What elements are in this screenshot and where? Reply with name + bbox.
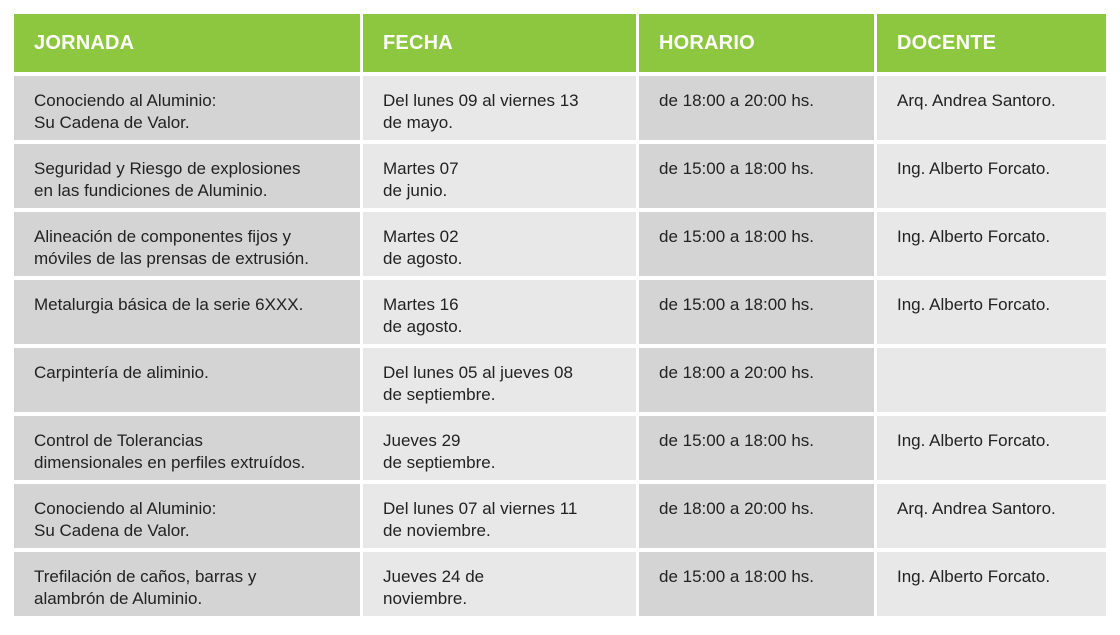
table-row bbox=[14, 416, 1106, 484]
fecha-line: de agosto. bbox=[383, 317, 463, 336]
table-row bbox=[14, 212, 1106, 280]
header-row bbox=[14, 14, 1106, 76]
cell-docente: Ing. Alberto Forcato. bbox=[877, 280, 1106, 348]
header-fecha: FECHA bbox=[363, 14, 639, 76]
schedule-table bbox=[14, 14, 1106, 616]
table-row bbox=[14, 484, 1106, 552]
fecha-line: de septiembre. bbox=[383, 453, 496, 472]
fecha-line: Martes 02 bbox=[383, 227, 459, 246]
cell-fecha bbox=[363, 416, 639, 484]
cell-jornada bbox=[14, 76, 363, 144]
jornada-line: Carpintería de aliminio. bbox=[34, 363, 209, 382]
jornada-line: Metalurgia básica de la serie 6XXX. bbox=[34, 295, 304, 314]
fecha-line: de mayo. bbox=[383, 113, 453, 132]
jornada-line: Conociendo al Aluminio: bbox=[34, 499, 217, 518]
cell-fecha bbox=[363, 280, 639, 348]
jornada-line: Su Cadena de Valor. bbox=[34, 521, 190, 540]
cell-jornada bbox=[14, 280, 363, 348]
jornada-line: en las fundiciones de Aluminio. bbox=[34, 181, 268, 200]
cell-jornada bbox=[14, 212, 363, 280]
fecha-line: noviembre. bbox=[383, 589, 468, 608]
header-horario: HORARIO bbox=[639, 14, 877, 76]
cell-horario: de 15:00 a 18:00 hs. bbox=[639, 416, 877, 484]
jornada-line: móviles de las prensas de extrusión. bbox=[34, 249, 309, 268]
cell-docente bbox=[877, 348, 1106, 416]
fecha-line: Martes 16 bbox=[383, 295, 459, 314]
jornada-line: Su Cadena de Valor. bbox=[34, 113, 190, 132]
jornada-line: Alineación de componentes fijos y bbox=[34, 227, 292, 246]
cell-fecha bbox=[363, 212, 639, 280]
cell-horario: de 18:00 a 20:00 hs. bbox=[639, 484, 877, 552]
jornada-line: Seguridad y Riesgo de explosiones bbox=[34, 159, 301, 178]
cell-horario: de 15:00 a 18:00 hs. bbox=[639, 280, 877, 348]
cell-fecha bbox=[363, 144, 639, 212]
jornada-line: alambrón de Aluminio. bbox=[34, 589, 203, 608]
cell-fecha bbox=[363, 484, 639, 552]
table-row bbox=[14, 280, 1106, 348]
fecha-line: de septiembre. bbox=[383, 385, 496, 404]
jornada-line: Control de Tolerancias bbox=[34, 431, 203, 450]
header-jornada: JORNADA bbox=[14, 14, 363, 76]
cell-fecha bbox=[363, 552, 639, 616]
cell-jornada bbox=[14, 416, 363, 484]
cell-horario: de 15:00 a 18:00 hs. bbox=[639, 552, 877, 616]
cell-horario: de 15:00 a 18:00 hs. bbox=[639, 212, 877, 280]
cell-horario: de 18:00 a 20:00 hs. bbox=[639, 348, 877, 416]
cell-fecha bbox=[363, 76, 639, 144]
cell-jornada bbox=[14, 552, 363, 616]
fecha-line: Del lunes 09 al viernes 13 bbox=[383, 91, 579, 110]
fecha-line: Del lunes 07 al viernes 11 bbox=[383, 499, 578, 518]
jornada-line: Trefilación de caños, barras y bbox=[34, 567, 257, 586]
cell-docente: Ing. Alberto Forcato. bbox=[877, 552, 1106, 616]
cell-docente: Ing. Alberto Forcato. bbox=[877, 416, 1106, 484]
header-docente: DOCENTE bbox=[877, 14, 1106, 76]
cell-jornada bbox=[14, 144, 363, 212]
fecha-line: de junio. bbox=[383, 181, 448, 200]
fecha-line: Jueves 24 de bbox=[383, 567, 485, 586]
cell-jornada bbox=[14, 348, 363, 416]
jornada-line: Conociendo al Aluminio: bbox=[34, 91, 217, 110]
cell-horario: de 15:00 a 18:00 hs. bbox=[639, 144, 877, 212]
cell-horario: de 18:00 a 20:00 hs. bbox=[639, 76, 877, 144]
table-row bbox=[14, 552, 1106, 616]
fecha-line: Martes 07 bbox=[383, 159, 459, 178]
jornada-line: dimensionales en perfiles extruídos. bbox=[34, 453, 306, 472]
cell-docente: Ing. Alberto Forcato. bbox=[877, 144, 1106, 212]
fecha-line: de noviembre. bbox=[383, 521, 491, 540]
table-row bbox=[14, 76, 1106, 144]
cell-jornada bbox=[14, 484, 363, 552]
table-row bbox=[14, 144, 1106, 212]
table-row bbox=[14, 348, 1106, 416]
cell-docente: Arq. Andrea Santoro. bbox=[877, 484, 1106, 552]
fecha-line: Jueves 29 bbox=[383, 431, 461, 450]
cell-docente: Ing. Alberto Forcato. bbox=[877, 212, 1106, 280]
cell-docente: Arq. Andrea Santoro. bbox=[877, 76, 1106, 144]
fecha-line: de agosto. bbox=[383, 249, 463, 268]
fecha-line: Del lunes 05 al jueves 08 bbox=[383, 363, 573, 382]
cell-fecha bbox=[363, 348, 639, 416]
